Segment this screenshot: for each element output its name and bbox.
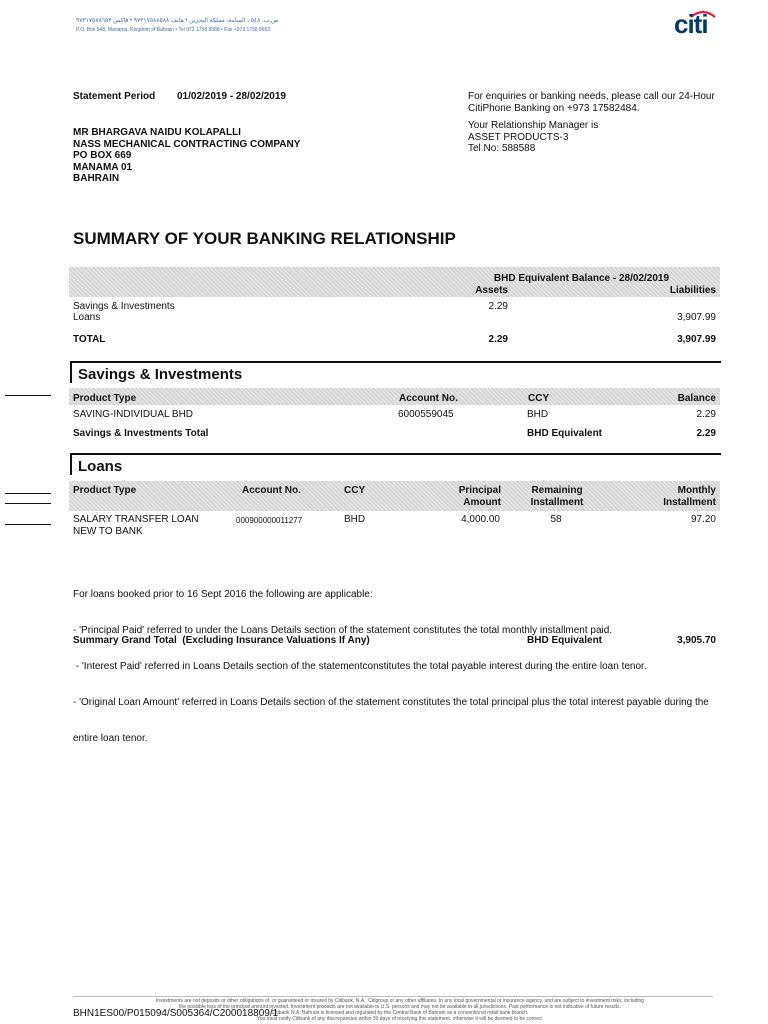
relationship-manager-line: Your Relationship Manager is (468, 120, 599, 131)
loans-col-remaining (518, 485, 596, 509)
relationship-manager-tel: Tel No: 588588 (468, 143, 536, 154)
letterhead-english-line: P.O. Box 548, Manama, Kingdom of Bahrain • Tel 973 1758 8588 • Fax +973 1758 8653 (76, 27, 271, 33)
relationship-manager-name: ASSET PRODUCTS-3 (468, 131, 569, 143)
loans-row-account: 000900000011277 (236, 516, 303, 525)
letterhead-arabic-line: ص.ب. ٥٤٨ ، المنامة، مملكة البحرين • هاتف ٩٧٣١٧٥٨٨٥٨٨ • فاكس ٩٧٣١٧٥٨٨٦٥٣ (76, 18, 279, 24)
address-line: MR BHARGAVA NAIDU KOLAPALLI (73, 127, 241, 138)
loans-table-header (69, 481, 720, 511)
savings-col-balance: Balance (677, 393, 716, 404)
enquiry-line: CitiPhone Banking on +973 17582484. (468, 102, 640, 114)
loans-col-principal (420, 485, 501, 509)
loans-col-principal-line: Principal (458, 485, 501, 496)
loans-col-remaining-line: Remaining (531, 485, 583, 496)
footer-rule (73, 996, 713, 997)
summary-row-liabilities: 3,907.99 (677, 312, 716, 323)
grand-total-equiv: BHD Equivalent (527, 635, 603, 646)
summary-row-label: Savings & Investments (73, 301, 175, 312)
loan-note-line: - 'Original Loan Amount' referred in Loans Details section of the statement constitutes the total principal plus the total interest payable during the (73, 697, 709, 708)
footer-disclaimer-line: You must notify Citibank of any discrepancies within 30 days of receiving this statement, otherwise it will be deemed to be correct. (256, 1016, 544, 1022)
savings-total-label: Savings & Investments Total (73, 428, 209, 439)
loans-col-monthly (636, 485, 716, 509)
letterhead (76, 17, 326, 33)
loans-row-monthly: 97.20 (690, 514, 716, 525)
savings-row-account: 6000559045 (398, 409, 454, 420)
savings-section-title: Savings & Investments (70, 361, 721, 383)
loan-notes (73, 565, 718, 757)
citi-logo (672, 5, 720, 39)
savings-col-product: Product Type (73, 393, 137, 404)
summary-balance-header: BHD Equivalent Balance - 28/02/2019 (493, 273, 669, 284)
savings-row-ccy: BHD (527, 409, 549, 420)
loans-row-product-line: SALARY TRANSFER LOAN (73, 514, 199, 525)
loans-col-remaining-line: Installment (530, 497, 584, 508)
address-line: BAHRAIN (73, 173, 120, 184)
savings-col-account: Account No. (399, 393, 458, 404)
address-line: MANAMA 01 (73, 161, 133, 173)
loans-col-ccy: CCY (344, 485, 366, 496)
loan-note-line: - 'Principal Paid' referred to under the Loans Details section of the statement constitutes the total monthly installment paid. (73, 625, 613, 636)
savings-col-ccy: CCY (528, 393, 550, 404)
loans-row-product-line: NEW TO BANK (73, 525, 143, 537)
margin-mark (5, 395, 51, 396)
loans-row-remaining: 58 (550, 514, 562, 525)
savings-total-value: 2.29 (696, 428, 716, 439)
citi-logo-text: citi (674, 9, 708, 39)
savings-total-equiv: BHD Equivalent (527, 428, 603, 439)
margin-mark (5, 503, 51, 504)
summary-total-assets: 2.29 (488, 334, 508, 345)
summary-heading: SUMMARY OF YOUR BANKING RELATIONSHIP (73, 229, 456, 248)
loans-col-product: Product Type (73, 485, 137, 496)
loan-note-line: - 'Interest Paid' referred in Loans Details section of the statementconstitutes the total payable interest during the entire loan tenor. (73, 661, 647, 672)
loans-row-product (73, 514, 199, 537)
footer-disclaimer-line: the possible loss of the principal amount invested. Investment products are not available to U.S. persons and may not be available in all jurisdictions. Past performance is not indicative of future results. (179, 1004, 621, 1010)
statement-period-label: Statement Period (73, 91, 156, 102)
loans-col-account: Account No. (242, 485, 301, 496)
savings-row-balance: 2.29 (696, 409, 716, 420)
summary-col-assets: Assets (475, 285, 508, 296)
grand-total-label: Summary Grand Total (Excluding Insurance Valuations If Any) (73, 635, 370, 646)
grand-total-value: 3,905.70 (677, 635, 716, 646)
loans-col-principal-line: Amount (463, 497, 501, 508)
summary-total-liabilities: 3,907.99 (677, 334, 716, 345)
footer-disclaimer-line: Citibank N.A. Bahrain is licensed and regulated by the Central Bank of Bahrain as a conventional retail bank branch. (271, 1010, 529, 1016)
savings-row-product: SAVING-INDIVIDUAL BHD (73, 409, 194, 420)
loan-note-line: entire loan tenor. (73, 733, 148, 744)
loans-row-principal: 4,000.00 (461, 514, 500, 525)
summary-row-assets: 2.29 (488, 301, 508, 312)
address-line: PO BOX 669 (73, 150, 132, 161)
footer-disclaimer-line: Investments are not deposits or other obligations of, or guaranteed or insured by Citibank, N.A., Citigroup or any other affiliates. In any local governmental or insurance agency, and are subject to investment risks, including (155, 998, 645, 1004)
loans-row-ccy: BHD (344, 514, 366, 525)
summary-col-liabilities: Liabilities (669, 285, 716, 296)
margin-mark (5, 524, 51, 525)
summary-row-label: Loans (73, 312, 101, 323)
address-block (73, 127, 300, 185)
margin-mark (5, 493, 51, 494)
statement-period-value: 01/02/2019 - 28/02/2019 (177, 91, 286, 102)
loans-section-title: Loans (70, 453, 721, 475)
enquiry-line: For enquiries or banking needs, please call our 24-Hour (468, 91, 715, 102)
loan-note-line: For loans booked prior to 16 Sept 2016 the following are applicable: (73, 589, 373, 600)
loans-col-monthly-line: Installment (663, 497, 716, 508)
summary-total-label: TOTAL (73, 334, 106, 345)
loans-col-monthly-line: Monthly (677, 485, 716, 496)
enquiry-block (468, 91, 715, 155)
footer-reference-code: BHN1ES00/P015094/S005364/C200018809/1 (73, 1008, 279, 1019)
address-line: NASS MECHANICAL CONTRACTING COMPANY (73, 138, 301, 150)
